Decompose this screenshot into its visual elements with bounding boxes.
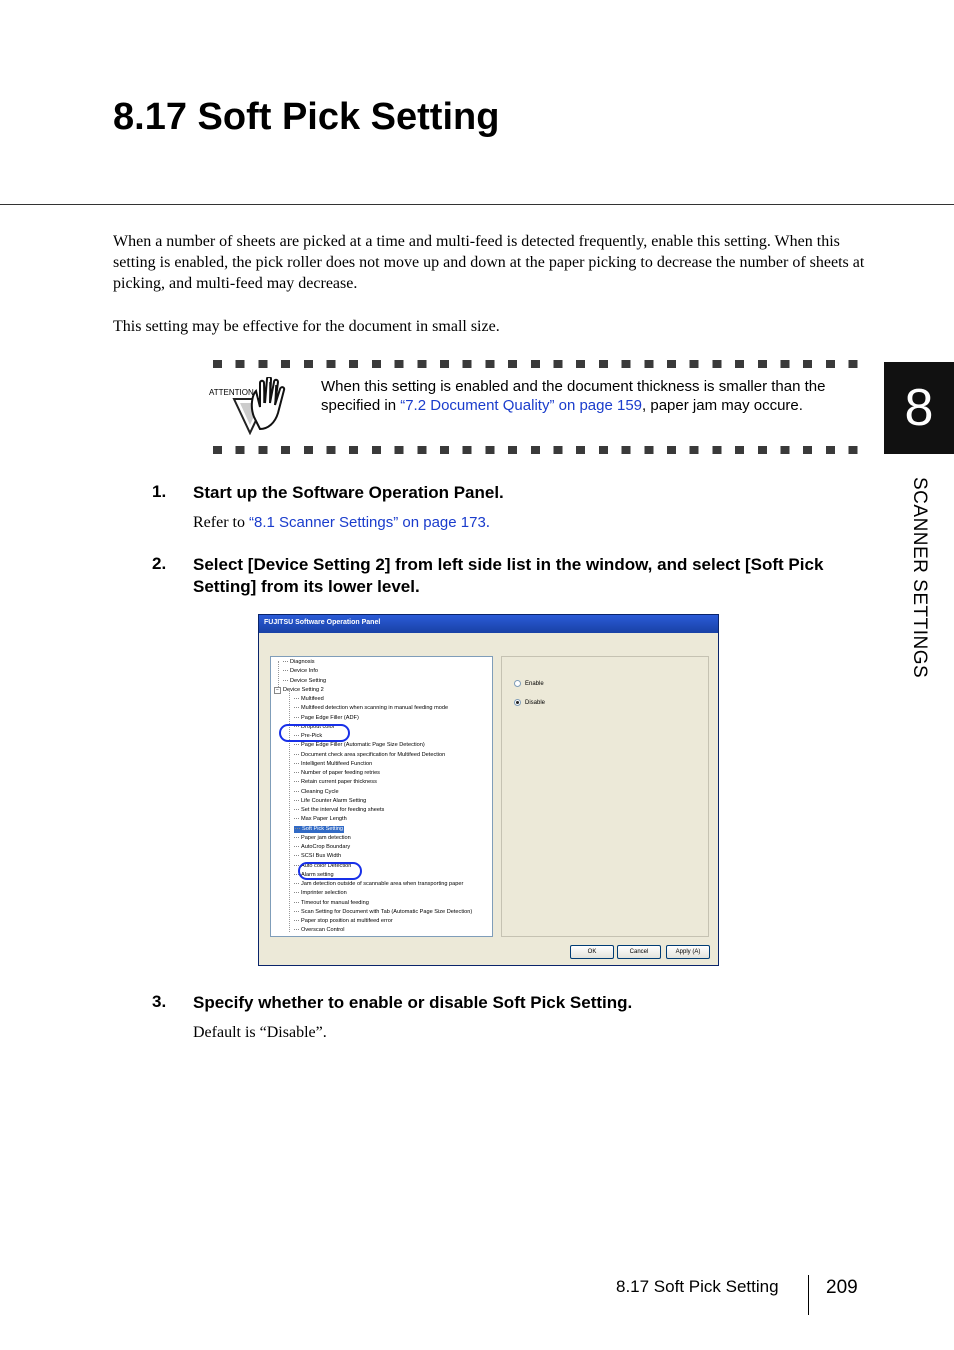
tree-item[interactable]	[294, 798, 366, 805]
tree-connector	[294, 892, 299, 893]
highlight-circle-soft-pick-setting	[298, 862, 362, 880]
settings-panel	[501, 656, 709, 937]
attention-text-after: , paper jam may occure.	[642, 397, 803, 414]
title-divider	[0, 204, 954, 205]
tree-item-label: Device Setting 2	[283, 686, 324, 693]
chapter-tab: 8	[884, 362, 954, 454]
attention-hand-icon	[230, 377, 298, 440]
tree-item-label: Diagnosis	[290, 659, 315, 665]
tree-connector	[283, 670, 288, 671]
collapse-icon[interactable]: −	[274, 687, 281, 694]
tree-item-label: Alarm setting	[301, 871, 334, 878]
tree-item[interactable]	[283, 678, 326, 685]
tree-item[interactable]	[294, 789, 339, 796]
tree-item[interactable]	[294, 927, 345, 934]
tree-item[interactable]	[294, 890, 347, 897]
step-2-number: 2.	[152, 554, 167, 573]
window-titlebar[interactable]	[259, 615, 718, 633]
tree-connector	[295, 828, 300, 829]
tree-connector	[294, 744, 299, 745]
tree-item-label: Paper jam detection	[301, 834, 351, 841]
footer-section-title: 8.17 Soft Pick Setting	[616, 1277, 779, 1296]
tree-item[interactable]	[294, 752, 445, 759]
tree-item[interactable]	[294, 715, 359, 722]
tree-connector	[294, 865, 299, 866]
tree-connector	[283, 661, 288, 662]
attention-text	[321, 377, 851, 415]
tree-item-label: Dropout color	[301, 723, 335, 730]
page-number: 209	[826, 1277, 858, 1298]
tree-connector	[294, 855, 299, 856]
tree-connector	[294, 809, 299, 810]
tree-item[interactable]	[294, 844, 350, 851]
tree-item[interactable]	[294, 696, 324, 703]
tree-item[interactable]	[294, 918, 393, 925]
tree-item-label: Page Edge Filler (Automatic Page Size Detection)	[301, 742, 425, 749]
tree-item-label: Imprinter selection	[301, 890, 347, 897]
tree-item[interactable]	[294, 900, 369, 907]
tree-item-label: Jam detection outside of scannable area when transporting paper	[301, 881, 464, 887]
tree-item-label: Overscan Control	[301, 927, 345, 934]
tree-connector	[294, 846, 299, 847]
step-3-number: 3.	[152, 992, 167, 1011]
highlight-circle-device-setting-2	[279, 724, 350, 742]
disable-radio[interactable]	[514, 699, 545, 706]
tree-connector	[294, 791, 299, 792]
step-1-reference-after: .	[485, 514, 490, 531]
attention-top-border	[213, 360, 859, 368]
tree-item-label: Device Info	[290, 668, 318, 675]
tree-connector	[294, 717, 299, 718]
tree-item-label: Page Edge Filler (ADF)	[301, 714, 359, 721]
tree-item[interactable]	[294, 816, 347, 823]
step-1-reference	[193, 514, 490, 532]
tree-connector	[294, 781, 299, 782]
tree-item-label: Soft Pick Setting	[302, 825, 344, 832]
tree-item-label: Multifeed detection when scanning in manual feeding mode	[301, 705, 449, 712]
disable-radio-label: Disable	[525, 700, 546, 707]
tree-connector	[294, 772, 299, 773]
step-1-text: Start up the Software Operation Panel.	[193, 483, 504, 502]
tree-item-label: Max Paper Length	[301, 816, 347, 823]
tree-item[interactable]	[294, 826, 344, 833]
tree-item[interactable]	[294, 807, 384, 814]
tree-connector	[294, 763, 299, 764]
step-1-reference-before: Refer to	[193, 514, 249, 531]
tree-item-label: Retain current paper thickness	[301, 779, 377, 786]
operation-panel-window	[258, 614, 719, 966]
tree-item-label: AutoCrop Boundary	[301, 844, 351, 850]
tree-item-label: Life Counter Alarm Setting	[301, 797, 367, 804]
radio-button-checked-icon[interactable]	[514, 699, 521, 706]
tree-connector	[294, 754, 299, 755]
tree-item[interactable]	[294, 770, 380, 777]
intro-paragraph-2: This setting may be effective for the document in small size.	[113, 318, 500, 335]
attention-text-before: When this setting is enabled and the document thickness is smaller than the specified in	[321, 378, 826, 414]
step-2-text: Select [Device Setting 2] from left side list in the window, and select [Soft Pick Setting] from its lower level.	[193, 555, 824, 596]
tree-connector	[294, 902, 299, 903]
tree-item[interactable]	[294, 881, 463, 888]
step-3-text: Specify whether to enable or disable Soft Pick Setting.	[193, 993, 633, 1012]
tree-connector	[294, 837, 299, 838]
enable-radio[interactable]	[514, 680, 544, 687]
tree-connector	[294, 698, 299, 699]
tree-item[interactable]	[294, 853, 341, 860]
cancel-button[interactable]: Cancel	[617, 945, 661, 959]
chapter-side-label: SCANNER SETTINGS	[909, 477, 930, 679]
footer-divider	[808, 1275, 809, 1315]
tree-item[interactable]	[294, 742, 425, 749]
tree-item-label: Cleaning Cycle	[301, 788, 339, 795]
document-quality-link[interactable]: “7.2 Document Quality” on page 159	[400, 397, 643, 414]
radio-button-icon[interactable]	[514, 680, 521, 687]
tree-connector	[294, 929, 299, 930]
scanner-settings-link[interactable]: “8.1 Scanner Settings” on page 173	[248, 514, 486, 531]
tree-item[interactable]	[283, 668, 318, 675]
attention-label: ATTENTION	[209, 388, 254, 397]
ok-button[interactable]: OK	[570, 945, 614, 959]
tree-item-label: Intelligent Multifeed Function	[301, 760, 373, 767]
tree-item[interactable]	[276, 686, 324, 694]
attention-bottom-border	[213, 446, 859, 454]
enable-radio-label: Enable	[525, 681, 544, 688]
tree-item[interactable]	[283, 659, 315, 666]
tree-item-label: Timeout for manual feeding	[301, 899, 369, 906]
tree-connector	[283, 680, 288, 681]
tree-item-label: Paper stop position at multifeed error	[301, 918, 393, 924]
tree-item[interactable]	[294, 779, 377, 786]
tree-item-label: Auto color Detection	[301, 862, 352, 869]
tree-item[interactable]	[294, 705, 448, 712]
settings-tree[interactable]	[270, 656, 493, 937]
tree-item-label: Pre-Pick	[301, 733, 323, 739]
tree-item-label: Scan Setting for Document with Tab (Automatic Page Size Detection)	[301, 908, 473, 915]
step-1-number: 1.	[152, 482, 167, 501]
apply-button[interactable]: Apply (A)	[666, 945, 710, 959]
tree-item[interactable]	[294, 909, 472, 916]
tree-connector	[294, 920, 299, 921]
tree-item-label: Set the interval for feeding sheets	[301, 807, 385, 813]
tree-item[interactable]	[294, 835, 351, 842]
tree-item-label: Multifeed	[301, 696, 324, 702]
tree-connector	[294, 818, 299, 819]
tree-item-label: SCSI Bus Width	[301, 853, 342, 860]
tree-item-label: Document check area specification for Multifeed Detection	[301, 751, 446, 758]
intro-paragraph-1: When a number of sheets are picked at a time and multi-feed is detected frequently, enable this setting. When this setting is enabled, the pick roller does not move up and down at the paper picking to decrease the number of sheets at picking, and multi-feed may decrease.	[113, 233, 865, 292]
tree-connector	[294, 911, 299, 912]
tree-connector	[294, 883, 299, 884]
tree-connector	[294, 800, 299, 801]
window-title: FUJITSU Software Operation Panel	[264, 619, 381, 626]
step-3-default-note: Default is “Disable”.	[193, 1024, 327, 1041]
tree-connector	[294, 707, 299, 708]
tree-item-label: Device Setting	[290, 677, 327, 684]
tree-item-label: Number of paper feeding retries	[301, 770, 380, 776]
page-title: 8.17 Soft Pick Setting	[113, 96, 500, 138]
tree-item[interactable]	[294, 761, 372, 768]
